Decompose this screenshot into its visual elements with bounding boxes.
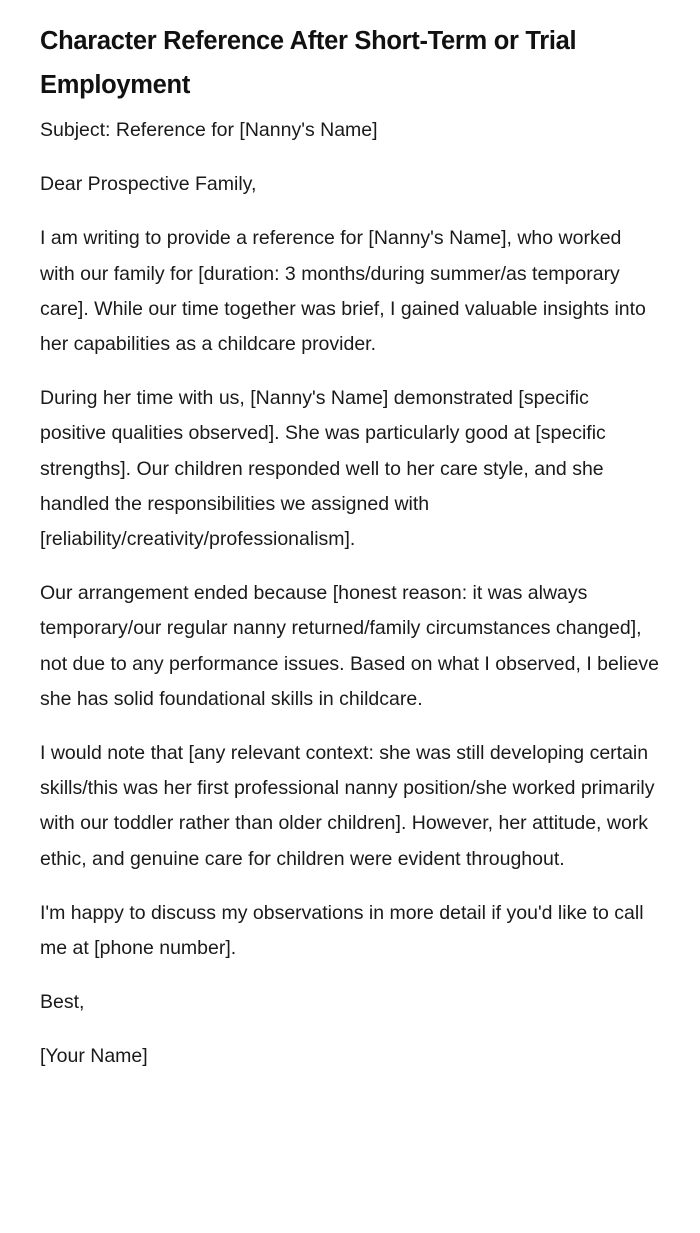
document-title: Character Reference After Short-Term or Trial Employment (40, 27, 577, 99)
closing: Best, (40, 991, 85, 1014)
body-paragraph-arrangement: Our arrangement ended because [honest reason: it was always temporary/our regular nanny returned/family circumstances changed], not due to any performance issues. Based on what I observed, I believe she has solid foundational skills in childcare. (40, 582, 659, 710)
subject-line: Subject: Reference for [Nanny's Name] (40, 119, 378, 141)
body-paragraph-qualities: During her time with us, [Nanny's Name] demonstrated [specific positive qualities observed]. She was particularly good at [specific strengths]. Our children responded well to her care style, and she handled the responsibilities we assigned with [reliability/creativity/professionalism]. (40, 387, 606, 551)
salutation: Dear Prospective Family, (40, 173, 257, 196)
body-paragraph-context: I would note that [any relevant context: she was still developing certain skills/this was her first professional nanny position/she worked primarily with our toddler rather than older children]. However, her attitude, work ethic, and genuine care for children were evident throughout. (40, 742, 655, 870)
body-paragraph-contact: I'm happy to discuss my observations in more detail if you'd like to call me at [phone number]. (40, 901, 644, 960)
body-paragraph-intro: I am writing to provide a reference for [Nanny's Name], who worked with our family for [duration: 3 months/during summer/as temporary care]. While our time together was brief, I gained valuable insights into her capabilities as a childcare provider. (40, 227, 646, 356)
signature: [Your Name] (40, 1045, 148, 1068)
